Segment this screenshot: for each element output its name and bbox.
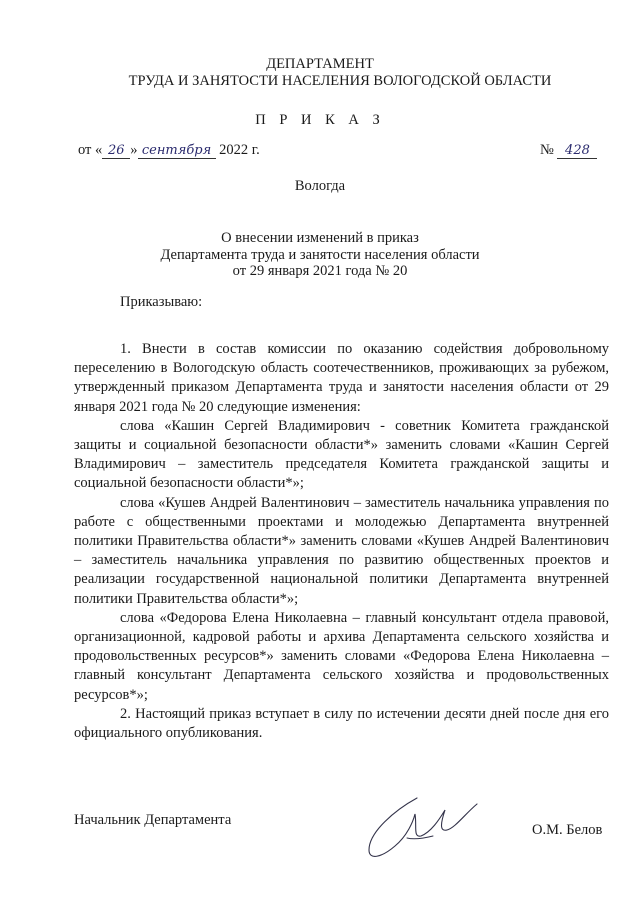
paragraph-2: слова «Кашин Сергей Владимирович - советник Комитета гражданской защиты и социальной безопасности области*» заменить словами «Кашин Сергей Владимирович – заместитель председателя Комитета гражданской защиты и социальной безопасности области*»; (74, 417, 609, 492)
signatory-position: Начальник Департамента (74, 812, 232, 828)
order-date (78, 142, 260, 159)
subject-line1: О внесении изменений в приказ (221, 230, 419, 246)
document-type-title: П Р И К А З (255, 112, 385, 128)
subject-line3: от 29 января 2021 года № 20 (232, 263, 408, 279)
org-name-line1: ДЕПАРТАМЕНТ (266, 56, 374, 72)
paragraph-5: 2. Настоящий приказ вступает в силу по истечении десяти дней после дня его официального опубликования. (74, 705, 609, 742)
number-prefix: № (540, 142, 554, 158)
order-word: Приказываю: (120, 294, 203, 310)
date-day: 26 (102, 143, 130, 159)
date-mid: » (130, 142, 138, 158)
city: Вологда (294, 178, 346, 194)
date-month: сентября (138, 143, 216, 159)
paragraph-1: 1. Внести в состав комиссии по оказанию содействия добровольному переселению в Вологодскую область соотечественников, проживающих за рубежом, утвержденный приказом Департамента труда и занятости населения области от 29 января 2021 года № 20 следующие изменения: (74, 341, 609, 415)
paragraph-4: слова «Федорова Елена Николаевна – главный консультант отдела правовой, организационной, кадровой работы и архива Департамента сельского хозяйства и продовольственных ресурсов*» заменить словами «Федорова Елена Николаевна – главный консультант Департамента сельского хозяйства и продовольственных ресурсов*»; (74, 609, 609, 703)
date-prefix: от « (78, 142, 103, 158)
handwritten-signature (355, 780, 485, 870)
subject-line2: Департамента труда и занятости населения области (160, 246, 480, 263)
number-value: 428 (557, 143, 597, 159)
order-number (540, 142, 597, 159)
paragraph-3: слова «Кушев Андрей Валентинович – заместитель начальника управления по работе с общественными проектами и молодежью Департамента внутренней политики Правительства области*» заменить словами «Кушев Андрей Валентинович – заместитель начальника управления по развитию общественных проектов и реализации государственной национальной политики Департамента внутренней политики Правительства области*»; (74, 494, 609, 607)
signatory-name: О.М. Белов (532, 822, 603, 838)
order-body (74, 340, 609, 743)
org-name-line2: ТРУДА И ЗАНЯТОСТИ НАСЕЛЕНИЯ ВОЛОГОДСКОЙ ОБЛАСТИ (128, 73, 552, 89)
subject-block (0, 230, 640, 280)
date-year: 2022 г. (219, 142, 260, 158)
